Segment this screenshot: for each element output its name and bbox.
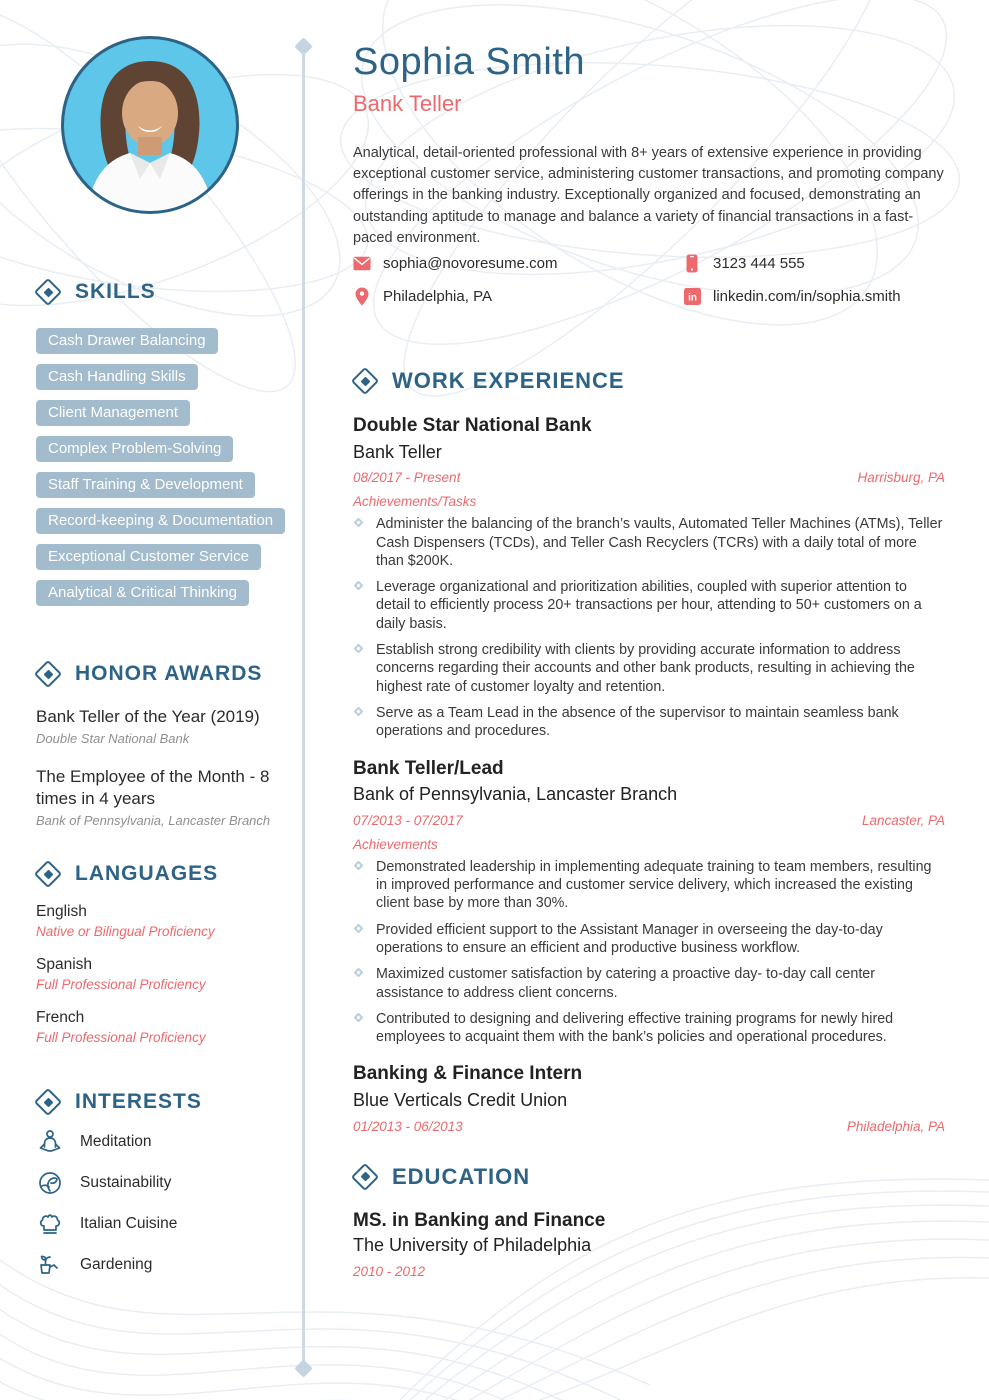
interest-label: Meditation [80,1132,152,1150]
language-item [36,903,294,939]
profile-photo [58,33,242,217]
skill-pill: Cash Handling Skills [36,364,198,390]
job-bullet [353,1010,945,1047]
summary-text: Analytical, detail-oriented professional with 8+ years of extensive experience in providing exceptional customer service, administering customer transactions, and promoting company offerings in the banking industry. Exceptionally organized and focused, demonstrating an outstanding aptitude to manage and balance a variety of financial transactions in a fast-paced environment. [353,144,944,247]
skill-pill: Analytical & Critical Thinking [36,580,249,606]
job-bullet [353,965,945,1002]
education-section [353,1164,945,1279]
language-level: Native or Bilingual Proficiency [36,924,215,939]
section-diamond-icon [36,280,60,304]
job-bullets [353,515,945,740]
job-bullet-text: Provided efficient support to the Assistant Manager in overseeing the day-to-day operations to ensure an efficient and productive business workflow. [376,921,883,956]
language-level: Full Professional Proficiency [36,1030,206,1045]
language-level: Full Professional Proficiency [36,977,206,992]
award-org: Double Star National Bank [36,731,190,747]
skill-pill: Record-keeping & Documentation [36,508,285,534]
languages-title: LANGUAGES [75,862,219,885]
skill-pill: Staff Training & Development [36,472,255,498]
education-title: EDUCATION [392,1163,531,1189]
job-position: Bank Teller/Lead [353,757,504,779]
contact-email-text: sophia@novoresume.com [383,254,558,272]
diamond-bullet-icon [354,518,364,528]
contact-linkedin-text: linkedin.com/in/sophia.smith [713,287,901,305]
contact-linkedin[interactable] [683,287,947,305]
chef-hat-icon [36,1210,63,1237]
job-company: Double Star National Bank [353,415,592,436]
language-name: English [36,903,87,920]
job-bullet-text: Leverage organizational and prioritization abilities, coupled with superior attention to detail to efficiently process 20+ transactions per hour, attending to 50+ customers on a daily basis. [376,579,922,632]
contact-phone-text: 3123 444 555 [713,254,805,272]
job-location: Philadelphia, PA [846,1118,945,1134]
skill-pill: Cash Drawer Balancing [36,328,218,354]
award-item [36,766,294,828]
job-meta [353,1119,945,1134]
contact-info [353,254,947,305]
job-entry [353,414,945,741]
interest-item [36,1128,294,1155]
header [353,42,945,249]
job-bullet-text: Establish strong credibility with clients by providing accurate information to address concerns regarding their accounts and other bank products, resulting in achieving the highest rate of customer loyalty and retention. [376,642,915,695]
job-bullet-text: Demonstrated leadership in implementing adequate training to team members, resulting in improved performance and customer service delivery, which increased the existing client base by more than 30%. [376,858,932,912]
job-bullet-text: Administer the balancing of the branch’s vaults, Automated Teller Machines (ATMs), Teller Cash Dispensers (TCDs), and Teller Cash Recyclers (TCRs) with a daily total of more than $200K. [376,516,943,569]
award-name: The Employee of the Month - 8 times in 4 years [36,767,270,809]
email-icon [353,254,371,272]
job-bullet [353,921,945,958]
education-header [353,1164,945,1190]
diamond-bullet-icon [354,644,364,654]
award-org: Bank of Pennsylvania, Lancaster Branch [36,813,271,829]
skills-title: SKILLS [75,280,156,303]
language-item [36,956,294,992]
job-bullets [353,858,945,1047]
skill-pill: Client Management [36,400,190,426]
job-company: Bank of Pennsylvania, Lancaster Branch [353,784,678,805]
diamond-bullet-icon [354,706,364,716]
linkedin-icon [683,287,701,305]
interest-item [36,1210,294,1237]
job-meta [353,470,945,485]
honor-awards-title: HONOR AWARDS [75,662,263,685]
job-location: Lancaster, PA [861,812,945,828]
language-item [36,1009,294,1045]
languages-header [36,862,294,886]
education-school: The University of Philadelphia [353,1234,592,1255]
section-diamond-icon [36,862,60,886]
interest-item [36,1251,294,1278]
honor-awards-section [36,662,294,828]
achievements-label: Achievements [353,836,438,852]
honor-awards-header [36,662,294,686]
diamond-bullet-icon [354,581,364,591]
job-bullet [353,515,945,570]
skill-pill: Exceptional Customer Service [36,544,261,570]
diamond-bullet-icon [354,923,364,933]
job-entry [353,757,945,1047]
job-bullet [353,641,945,696]
award-name: Bank Teller of the Year (2019) [36,707,260,726]
section-diamond-icon [353,1165,377,1189]
language-name: French [36,1009,85,1026]
skills-header [36,280,294,304]
timeline-divider [302,52,305,1368]
work-experience-section [353,368,945,1134]
location-pin-icon [353,287,371,305]
job-dates: 08/2017 - Present [353,470,461,486]
job-bullet-text: Contributed to designing and delivering effective training programs for newly hired employees to acquaint them with the bank’s policies and operational procedures. [376,1010,894,1046]
contact-phone[interactable] [683,254,947,272]
section-diamond-icon [36,662,60,686]
person-name: Sophia Smith [353,41,586,83]
section-diamond-icon [36,1090,60,1114]
meditation-icon [36,1128,63,1155]
job-company: Blue Verticals Credit Union [353,1090,568,1111]
job-entry [353,1062,945,1133]
language-name: Spanish [36,956,93,973]
education-dates: 2010 - 2012 [353,1263,426,1279]
job-position: Bank Teller [353,441,442,462]
sustainability-icon [36,1169,63,1196]
job-bullet-text: Serve as a Team Lead in the absence of the supervisor to maintain seamless bank operations and procedures. [376,704,899,740]
interest-label: Gardening [80,1255,153,1273]
languages-section [36,862,294,1045]
skills-list [36,328,294,606]
job-bullet [353,858,945,913]
person-job-title: Bank Teller [353,90,462,116]
skills-section [36,280,294,606]
diamond-bullet-icon [354,968,364,978]
interests-header [36,1090,294,1114]
interests-title: INTERESTS [75,1090,202,1113]
education-degree: MS. in Banking and Finance [353,1209,606,1231]
job-bullet [353,704,945,741]
interest-item [36,1169,294,1196]
svg-text:in: in [687,291,697,303]
achievements-label: Achievements/Tasks [353,494,477,510]
interest-label: Sustainability [80,1173,172,1191]
job-dates: 07/2013 - 07/2017 [353,812,463,828]
job-location: Harrisburg, PA [857,470,945,486]
work-experience-title: WORK EXPERIENCE [392,368,625,393]
interest-label: Italian Cuisine [80,1214,178,1232]
phone-icon [683,254,701,272]
work-experience-header [353,368,945,394]
gardening-icon [36,1251,63,1278]
job-meta [353,813,945,828]
section-diamond-icon [353,369,377,393]
main-column [353,368,945,1279]
contact-location[interactable] [353,287,683,305]
diamond-bullet-icon [354,860,364,870]
diamond-bullet-icon [354,1012,364,1022]
job-bullet [353,578,945,633]
contact-location-text: Philadelphia, PA [383,287,492,305]
interests-section [36,1090,294,1278]
award-item [36,706,294,746]
job-position: Banking & Finance Intern [353,1063,583,1085]
skill-pill: Complex Problem-Solving [36,436,233,462]
job-bullet-text: Maximized customer satisfaction by catering a proactive day- to-day call center assistance to address client concerns. [376,966,876,1001]
job-dates: 01/2013 - 06/2013 [353,1118,463,1134]
contact-email[interactable] [353,254,683,272]
